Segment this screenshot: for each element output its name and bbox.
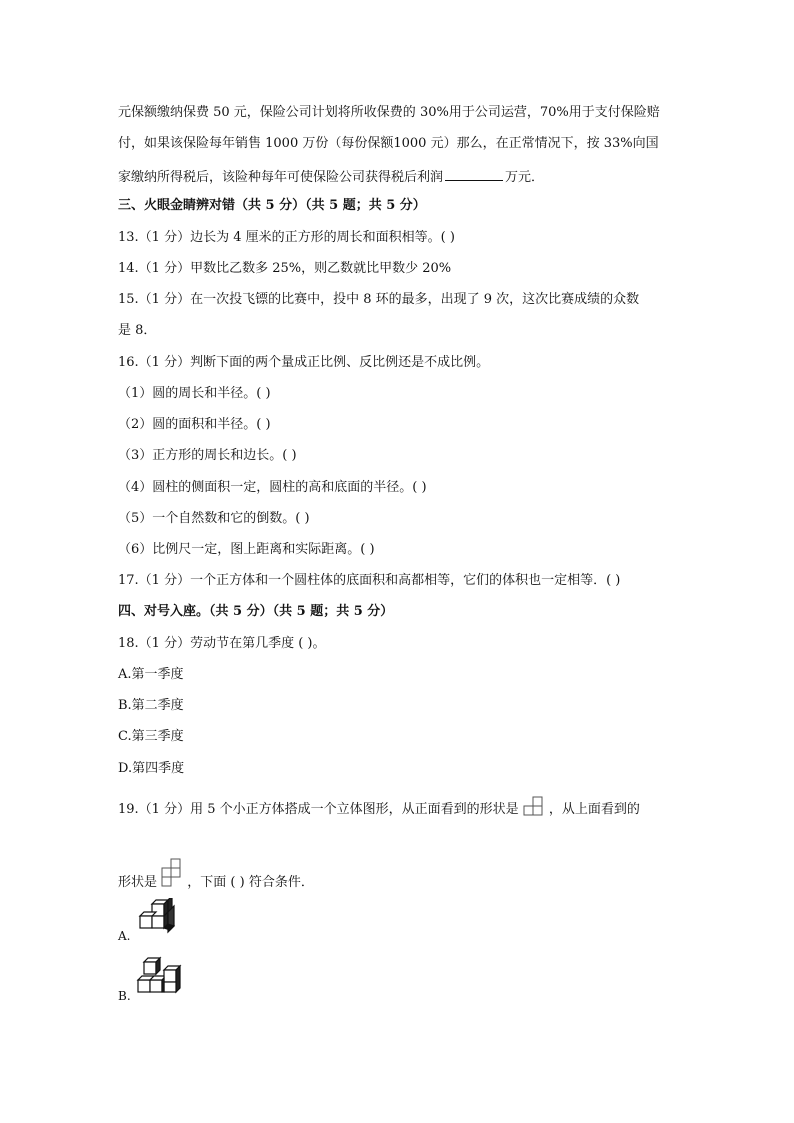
option-b-cube-figure xyxy=(134,956,186,1000)
question-19-option-b-label[interactable]: B. xyxy=(118,989,131,1003)
question-13: 13.（1 分）边长为 4 厘米的正方形的周长和面积相等。( ) xyxy=(118,230,455,245)
question-15-line-2: 是 8． xyxy=(118,323,157,338)
q12-line-1: 元保额缴纳保费 50 元，保险公司计划将所收保费的 30%用于公司运营，70%用于支付保险赔 xyxy=(118,105,660,120)
q12-line-2: 付，如果该保险每年销售 1000 万份（每份保额1000 元）那么，在正常情况下，按 33%向国 xyxy=(118,136,659,151)
q12-line-3-unit: 万元． xyxy=(505,170,545,185)
top-view-icon xyxy=(161,858,183,893)
question-16-item: （2）圆的面积和半径。( ) xyxy=(118,417,271,432)
question-19-stem-part1: 19.（1 分）用 5 个小正方体搭成一个立体图形，从正面看到的形状是 xyxy=(118,802,519,817)
q12-line-3 xyxy=(118,168,544,184)
question-18-option-a[interactable]: A.第一季度 xyxy=(118,667,184,682)
question-15-line-1: 15.（1 分）在一次投飞镖的比赛中，投中 8 环的最多，出现了 9 次，这次比赛成绩的众数 xyxy=(118,292,640,307)
question-16-item: （1）圆的周长和半径。( ) xyxy=(118,386,271,401)
question-17: 17.（1 分）一个正方体和一个圆柱体的底面积和高都相等，它们的体积也一定相等．( ) xyxy=(118,573,621,588)
question-19-line-1 xyxy=(118,796,640,823)
option-a-cube-figure xyxy=(134,898,182,942)
question-16-item: （4）圆柱的侧面积一定，圆柱的高和底面的半径。( ) xyxy=(118,480,427,495)
question-16-item: （3）正方形的周长和边长。( ) xyxy=(118,448,297,463)
question-18-stem: 18.（1 分）劳动节在第几季度 ( )。 xyxy=(118,636,326,651)
question-18-option-b[interactable]: B.第二季度 xyxy=(118,698,184,713)
question-19-stem-part2: ，从上面看到的 xyxy=(548,802,640,817)
section-4-heading: 四、对号入座。（共 5 分）（共 5 题；共 5 分） xyxy=(118,604,394,619)
question-19-option-a-label[interactable]: A. xyxy=(118,929,131,943)
question-19-line-2-part2: ，下面 ( ) 符合条件． xyxy=(187,875,314,890)
section-3-heading: 三、火眼金睛辨对错（共 5 分）（共 5 题；共 5 分） xyxy=(118,198,426,213)
question-14: 14.（1 分）甲数比乙数多 25%，则乙数就比甲数少 20% xyxy=(118,261,452,276)
q12-line-3-text: 家缴纳所得税后，该险种每年可使保险公司获得税后利润 xyxy=(118,170,444,185)
question-18-option-d[interactable]: D.第四季度 xyxy=(118,761,185,776)
answer-blank[interactable] xyxy=(445,168,503,181)
front-view-icon xyxy=(523,796,545,823)
question-18-option-c[interactable]: C.第三季度 xyxy=(118,729,184,744)
question-19-line-2-part1: 形状是 xyxy=(118,875,158,890)
question-16-item: （6）比例尺一定，图上距离和实际距离。( ) xyxy=(118,542,375,557)
question-19-line-2 xyxy=(118,858,314,893)
question-16-item: （5）一个自然数和它的倒数。( ) xyxy=(118,511,310,526)
question-16-stem: 16.（1 分）判断下面的两个量成正比例、反比例还是不成比例。 xyxy=(118,355,490,370)
